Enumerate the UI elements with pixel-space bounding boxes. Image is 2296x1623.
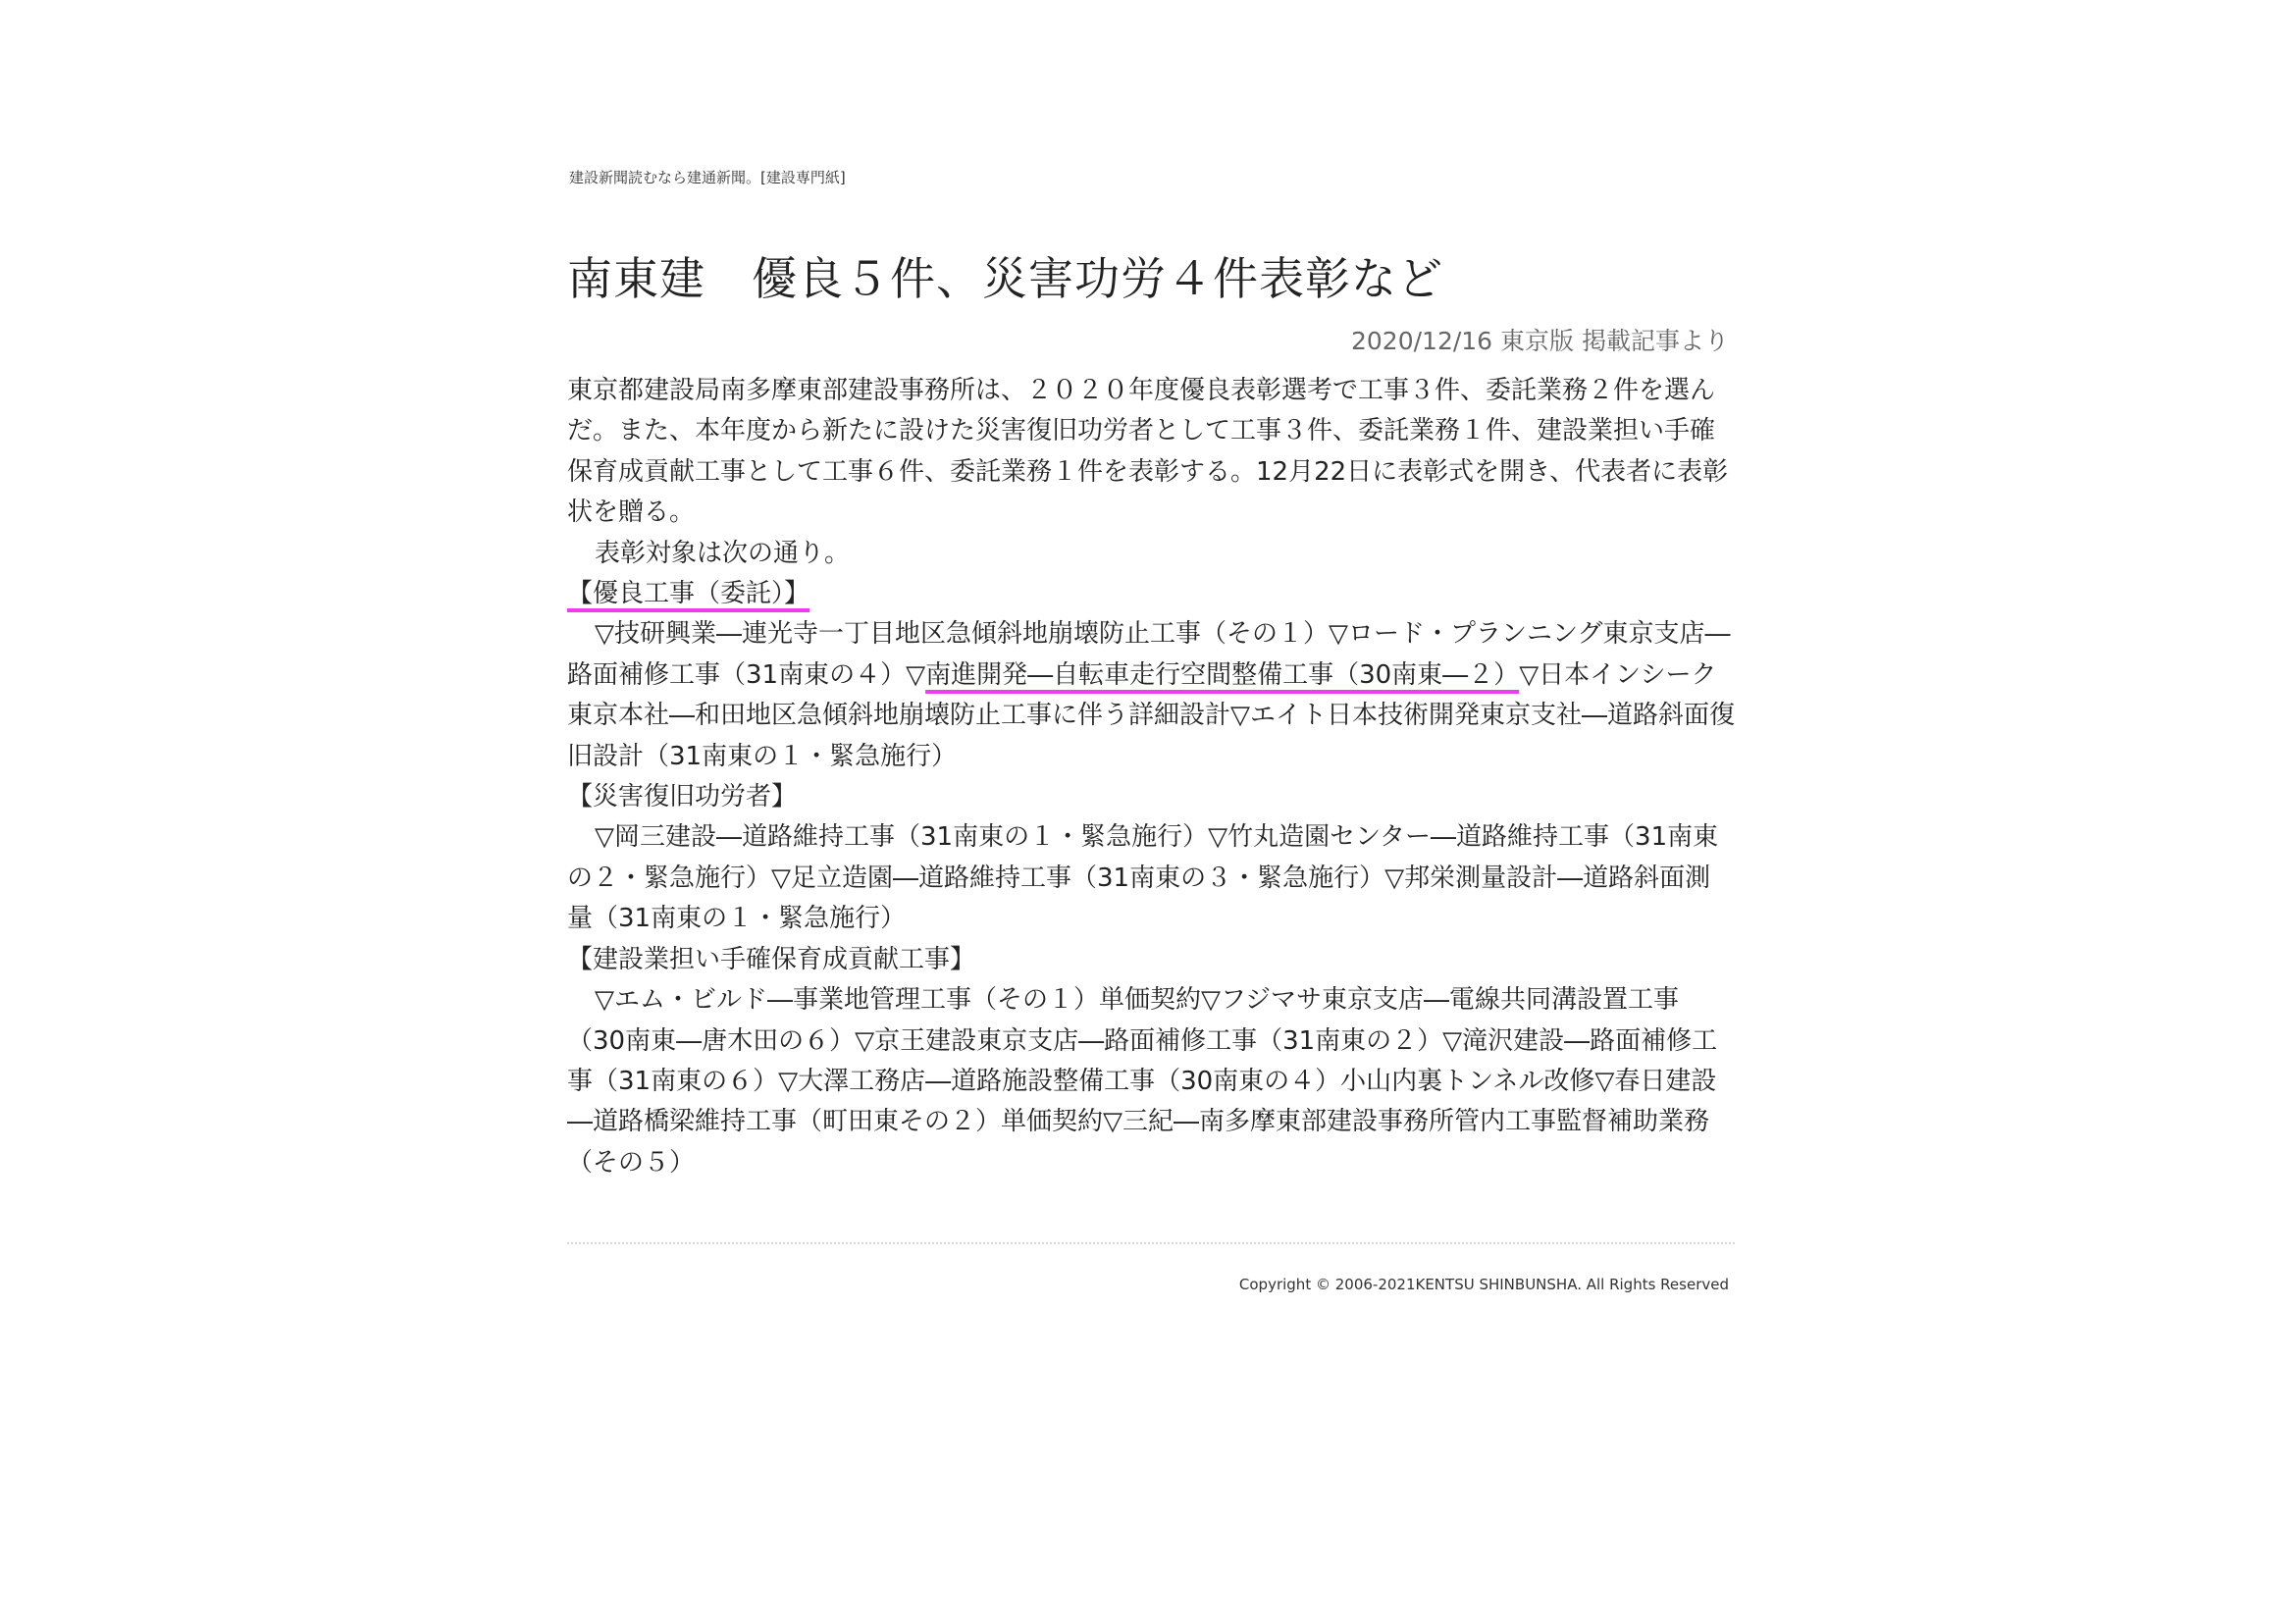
footer-divider — [567, 1242, 1735, 1244]
site-tagline: 建設新聞読むなら建通新聞。[建設専門紙] — [569, 169, 846, 186]
article-body — [567, 371, 1735, 1183]
article-title: 南東建 優良５件、災害功労４件表彰など — [567, 252, 1443, 305]
section-heading-excellent-work — [567, 574, 1735, 614]
section-heading-workforce-development: 【建設業担い手確保育成貢献工事】 — [567, 944, 976, 974]
section-text-part: ▽岡三建設―道路維持工事（31南東の１・緊急施行）▽竹丸造園センター―道路維持工事（31南東の２・緊急施行）▽足立造園―道路維持工事（31南東の３・緊急施行）▽邦栄測量設計―道路斜面測量（31南東の１・緊急施行） — [567, 822, 1719, 934]
section-text-part: ▽エム・ビルド―事業地管理工事（その１）単価契約▽フジマサ東京支店―電線共同溝設置工事（30南東―唐木田の６）▽京王建設東京支店―路面補修工事（31南東の２）▽滝沢建設―路面補修工事（31南東の６）▽大澤工務店―道路施設整備工事（30南東の４）小山内裏トンネル改修▽春日建設―道路橋梁維持工事（町田東その２）単価契約▽三紀―南多摩東部建設事務所管内工事監督補助業務（その５） — [567, 985, 1718, 1178]
article-lead: 表彰対象は次の通り。 — [595, 538, 851, 568]
copyright-notice: Copyright © 2006-2021KENTSU SHINBUNSHA. All Rights Reserved — [1238, 1276, 1729, 1293]
article-date-source: 2020/12/16 東京版 掲載記事より — [1351, 327, 1729, 355]
section-text-part: ▽日本インシーク東京本社―和田地区急傾斜地崩壊防止工事に伴う詳細設計▽エイト日本技術開発東京支社―道路斜面復旧設計（31南東の１・緊急施行） — [567, 659, 1735, 771]
article-intro: 東京都建設局南多摩東部建設事務所は、２０２０年度優良表彰選考で工事３件、委託業務２件を選んだ。また、本年度から新たに設けた災害復旧功労者として工事３件、委託業務１件、建設業担い手確保育成貢献工事として工事６件、委託業務１件を表彰する。12月22日に表彰式を開き、代表者に表彰状を贈る。 — [567, 376, 1729, 528]
section-heading-disaster-recovery: 【災害復旧功労者】 — [567, 782, 798, 812]
article-lead-paragraph — [567, 534, 1735, 574]
section-text-disaster-recovery — [567, 817, 1735, 939]
section-text-workforce-development — [567, 980, 1735, 1183]
section-text-excellent-work — [567, 614, 1735, 777]
highlighted-heading: 【優良工事（委託）】 — [567, 579, 810, 609]
section-text-part: ▽技研興業―連光寺一丁目地区急傾斜地崩壊防止工事（その１）▽ロード・プランニング東京支店―路面補修工事（31南東の４）▽ — [567, 619, 1731, 690]
highlighted-entry: 南進開発―自転車走行空間整備工事（30南東―２） — [925, 659, 1520, 690]
